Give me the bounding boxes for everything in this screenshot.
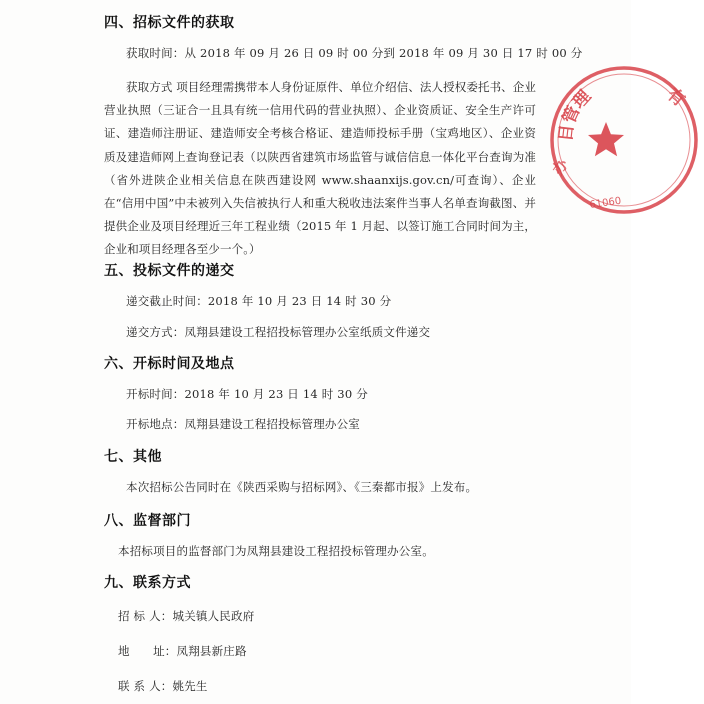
supervision-text: 本招标项目的监督部门为凤翔县建设工程招投标管理办公室。 (118, 544, 434, 558)
acquisition-method: 获取方式 项目经理需携带本人身份证原件、单位介绍信、法人授权委托书、企业营业执照（三证合一且具有统一信用代码的营业执照）、企业资质证、安全生产许可证、建造师注册证、建造师安全考核合格证、建造师投标手册（宝鸡地区）、企业资质及建造师网上查询登记表（以陕西省建筑市场监管与诚信信息一体化平台查询为准（省外进陕企业相关信息在陕西建设网 www.shaanxijs.gov.cn/可查询）、企业在“信用中国”中未被列入失信被执行人和重大税收违法案件当事人名单查询截图、并提供企业及项目经理近三年工程业绩（2015 年 1 月起、以签订施工合同时间为主，企业和项目经理各至少一个。） (104, 80, 536, 257)
contact-address: 地 址：凤翔县新庄路 (118, 644, 247, 658)
other-text: 本次招标公告同时在《陕西采购与招标网》、《三秦都市报》上发布。 (126, 480, 478, 494)
seal-bottom-fragment: 办 (548, 155, 572, 179)
submission-deadline: 递交截止时间：2018 年 10 月 23 日 14 时 30 分 (126, 294, 392, 308)
acquisition-time: 获取时间：从 2018 年 09 月 26 日 09 时 00 分到 2018 年 09 月 30 日 17 时 00 分 (126, 46, 583, 60)
section-heading-submission: 五、投标文件的递交 (104, 263, 235, 279)
section-heading-other: 七、其他 (104, 449, 162, 465)
seal-code: 61060 (588, 195, 622, 211)
section-heading-supervision: 八、监督部门 (104, 513, 191, 529)
contact-tenderer: 招 标 人：城关镇人民政府 (118, 609, 255, 623)
official-seal-icon (544, 60, 704, 220)
section-heading-contact: 九、联系方式 (104, 575, 191, 591)
seal-arc-text-extra: 有 (662, 84, 689, 111)
contact-person: 联 系 人：姚先生 (118, 679, 208, 693)
svg-text:目管理 (556, 86, 596, 143)
seal-arc-text: 目管理 (556, 86, 596, 143)
opening-place: 开标地点：凤翔县建设工程招投标管理办公室 (126, 417, 360, 431)
opening-time: 开标时间：2018 年 10 月 23 日 14 时 30 分 (126, 387, 368, 401)
section-heading-acquisition: 四、招标文件的获取 (104, 15, 235, 31)
seal-star-icon (588, 122, 624, 156)
submission-method: 递交方式：凤翔县建设工程招投标管理办公室纸质文件递交 (126, 325, 431, 339)
section-heading-opening: 六、开标时间及地点 (104, 356, 235, 372)
